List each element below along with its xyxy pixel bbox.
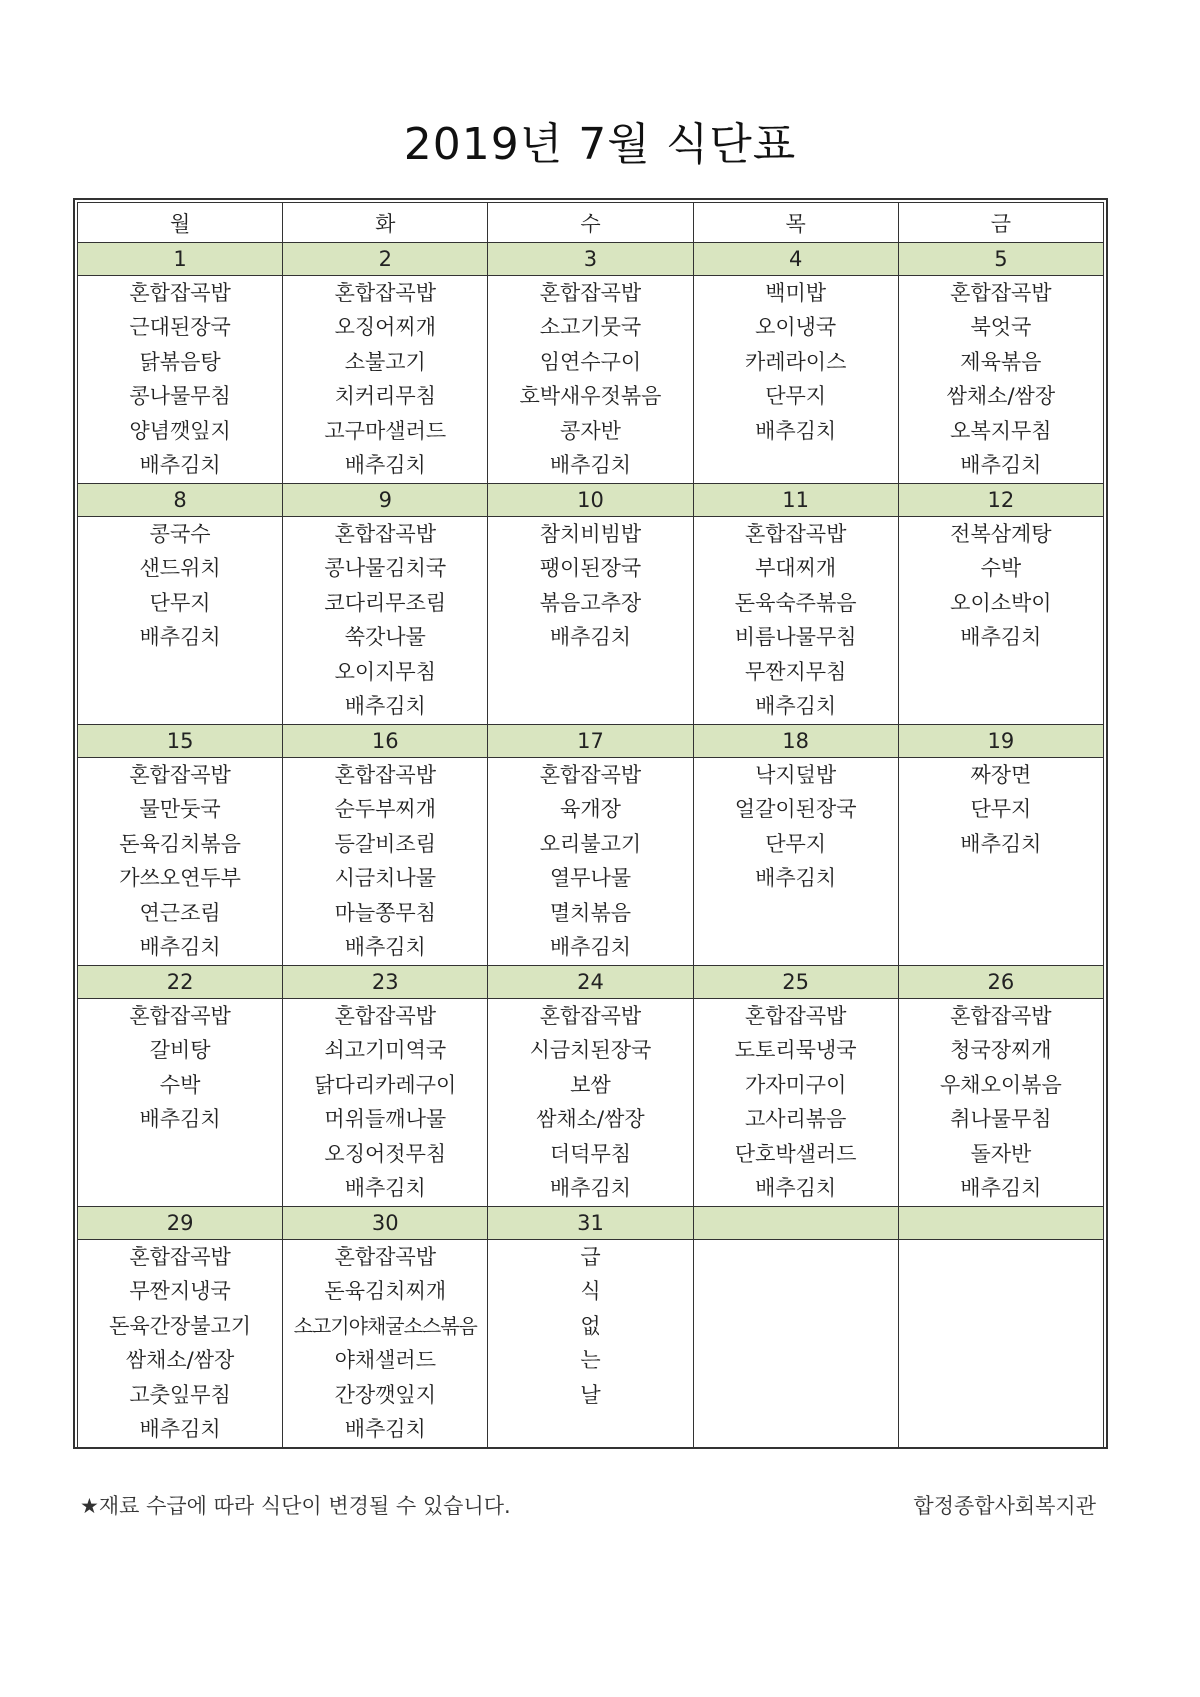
menu-item: 취나물무침 [950, 1107, 1052, 1132]
menu-item: 팽이된장국 [539, 556, 642, 581]
menu-item: 쌈채소/쌈장 [536, 1107, 645, 1132]
menu-item: 혼합잡곡밥 [129, 763, 231, 787]
menu-item: 더덕무침 [549, 1141, 632, 1166]
menu-item: 고구마샐러드 [324, 418, 447, 443]
date-cell-tuesday: 23 [283, 966, 488, 999]
menu-cell-thursday [693, 758, 898, 966]
menu-cell-wednesday [488, 276, 693, 484]
menu-table [77, 202, 1104, 1448]
menu-item: 날 [580, 1382, 601, 1407]
menu-item: 혼합잡곡밥 [334, 763, 436, 787]
menu-row [78, 1240, 1104, 1448]
menu-item: 부대찌개 [755, 556, 837, 581]
menu-item: 쇠고기미역국 [324, 1038, 447, 1063]
menu-item: 단무지 [970, 797, 1032, 822]
menu-item: 머위들깨나물 [324, 1107, 447, 1132]
menu-cell-tuesday [283, 276, 488, 484]
menu-item: 혼합잡곡밥 [744, 1004, 847, 1028]
menu-cell-tuesday [283, 517, 488, 725]
date-cell-friday [898, 1207, 1103, 1240]
date-row [78, 725, 1104, 758]
menu-item: 콩자반 [560, 418, 621, 443]
menu-table-frame [73, 198, 1108, 1449]
menu-item: 수박 [980, 556, 1022, 581]
menu-item: 단무지 [149, 590, 211, 615]
menu-item: 배추김치 [549, 1175, 632, 1200]
menu-item: 고춧잎무침 [129, 1382, 231, 1407]
menu-cell-wednesday [488, 758, 693, 966]
menu-item: 짜장면 [970, 763, 1032, 787]
menu-item: 배추김치 [139, 452, 221, 477]
menu-item: 제육볶음 [960, 349, 1042, 374]
menu-item: 배추김치 [549, 625, 632, 650]
menu-item: 낙지덮밥 [755, 763, 837, 787]
menu-item: 마늘쫑무침 [334, 900, 436, 925]
menu-item: 야채샐러드 [334, 1348, 436, 1373]
menu-item: 샌드위치 [139, 556, 221, 581]
menu-item: 혼합잡곡밥 [334, 281, 436, 305]
menu-item: 가자미구이 [744, 1072, 847, 1097]
menu-item: 배추김치 [344, 452, 426, 477]
menu-item: 급 [580, 1245, 601, 1269]
menu-cell-monday [78, 758, 283, 966]
date-cell-thursday: 4 [693, 243, 898, 276]
menu-item: 근대된장국 [129, 315, 231, 340]
menu-cell-monday [78, 999, 283, 1207]
menu-item: 돈육숙주볶음 [734, 590, 857, 615]
menu-item: 혼합잡곡밥 [129, 1004, 231, 1028]
menu-item: 배추김치 [344, 1416, 426, 1441]
menu-item: 배추김치 [755, 1175, 837, 1200]
menu-cell-friday [898, 758, 1103, 966]
menu-item: 오징어젓무침 [324, 1141, 447, 1166]
menu-item: 쌈채소/쌈장 [125, 1348, 235, 1373]
menu-item: 북엇국 [970, 315, 1032, 340]
weekday-thursday: 목 [693, 203, 898, 243]
weekday-wednesday: 수 [488, 203, 693, 243]
menu-item: 오이소박이 [950, 590, 1052, 615]
menu-item: 육개장 [560, 797, 621, 822]
date-cell-monday: 29 [78, 1207, 283, 1240]
menu-cell-monday [78, 276, 283, 484]
menu-item: 배추김치 [960, 452, 1042, 477]
menu-item: 오리불고기 [539, 831, 642, 856]
menu-cell-thursday [693, 517, 898, 725]
menu-item: 쑥갓나물 [344, 625, 426, 650]
date-cell-wednesday: 31 [488, 1207, 693, 1240]
menu-cell-tuesday [283, 999, 488, 1207]
menu-item: 열무나물 [549, 866, 632, 891]
menu-item: 돈육간장불고기 [109, 1313, 252, 1338]
menu-cell-friday [898, 1240, 1103, 1448]
date-cell-wednesday: 3 [488, 243, 693, 276]
menu-item: 콩나물김치국 [324, 556, 447, 581]
menu-cell-wednesday [488, 517, 693, 725]
menu-item: 콩나물무침 [129, 384, 231, 409]
menu-item: 소고기야채굴소스볶음 [293, 1313, 477, 1338]
menu-item: 물만둣국 [139, 797, 221, 822]
menu-item: 가쓰오연두부 [119, 866, 241, 891]
date-cell-monday: 22 [78, 966, 283, 999]
menu-item: 혼합잡곡밥 [950, 1004, 1052, 1028]
menu-item: 참치비빔밥 [539, 522, 642, 546]
date-row [78, 966, 1104, 999]
menu-item: 무짠지냉국 [129, 1279, 231, 1304]
date-cell-wednesday: 24 [488, 966, 693, 999]
date-cell-monday: 15 [78, 725, 283, 758]
menu-item: 카레라이스 [744, 349, 847, 374]
menu-cell-tuesday [283, 758, 488, 966]
menu-cell-thursday [693, 276, 898, 484]
date-cell-tuesday: 2 [283, 243, 488, 276]
menu-cell-wednesday [488, 1240, 693, 1448]
menu-item: 배추김치 [344, 934, 426, 959]
date-cell-thursday: 18 [693, 725, 898, 758]
weekday-friday: 금 [898, 203, 1103, 243]
menu-cell-monday [78, 517, 283, 725]
menu-row [78, 517, 1104, 725]
menu-item: 무짠지무침 [744, 659, 847, 684]
menu-item: 배추김치 [139, 934, 221, 959]
menu-item: 오이지무침 [334, 659, 436, 684]
menu-item: 배추김치 [960, 831, 1042, 856]
menu-item: 혼합잡곡밥 [334, 1245, 436, 1269]
menu-item: 배추김치 [344, 1175, 426, 1200]
menu-item: 배추김치 [344, 693, 426, 718]
menu-item: 혼합잡곡밥 [129, 281, 231, 305]
menu-item: 간장깻잎지 [334, 1382, 436, 1407]
date-cell-wednesday: 17 [488, 725, 693, 758]
menu-item: 우채오이볶음 [940, 1072, 1062, 1097]
date-row [78, 484, 1104, 517]
menu-item: 닭다리카레구이 [314, 1072, 457, 1097]
menu-item: 닭볶음탕 [139, 349, 221, 374]
date-cell-thursday: 11 [693, 484, 898, 517]
menu-item: 돈육김치볶음 [119, 831, 241, 856]
menu-item: 소불고기 [344, 349, 426, 374]
date-cell-monday: 8 [78, 484, 283, 517]
menu-cell-friday [898, 999, 1103, 1207]
menu-item: 는 [580, 1348, 601, 1373]
menu-item: 오징어찌개 [334, 315, 436, 340]
menu-item: 비름나물무침 [734, 625, 857, 650]
date-cell-friday: 26 [898, 966, 1103, 999]
menu-cell-tuesday [283, 1240, 488, 1448]
menu-item: 코다리무조림 [324, 590, 447, 615]
menu-item: 보쌈 [570, 1072, 611, 1097]
menu-cell-friday [898, 276, 1103, 484]
menu-item: 오복지무침 [950, 418, 1052, 443]
menu-item: 고사리볶음 [744, 1107, 847, 1132]
menu-item: 없 [580, 1313, 601, 1338]
menu-item: 치커리무침 [334, 384, 436, 409]
menu-item: 혼합잡곡밥 [539, 763, 642, 787]
menu-item: 배추김치 [549, 934, 632, 959]
menu-item: 임연수구이 [539, 349, 642, 374]
menu-cell-friday [898, 517, 1103, 725]
date-cell-thursday [693, 1207, 898, 1240]
menu-item: 혼합잡곡밥 [539, 1004, 642, 1028]
menu-row [78, 999, 1104, 1207]
menu-item: 전복삼계탕 [950, 522, 1052, 546]
menu-cell-wednesday [488, 999, 693, 1207]
menu-item: 단무지 [765, 831, 827, 856]
menu-item: 백미밥 [765, 281, 827, 305]
menu-item: 순두부찌개 [334, 797, 436, 822]
menu-item: 호박새우젓볶음 [519, 384, 662, 409]
menu-row [78, 276, 1104, 484]
footer-organization: 합정종합사회복지관 [913, 1494, 1096, 1518]
menu-item: 얼갈이된장국 [734, 797, 857, 822]
menu-item: 수박 [159, 1072, 201, 1097]
menu-item: 돈육김치찌개 [324, 1279, 447, 1304]
date-cell-wednesday: 10 [488, 484, 693, 517]
menu-item: 연근조림 [139, 900, 221, 925]
menu-item: 단호박샐러드 [734, 1141, 857, 1166]
menu-item: 도토리묵냉국 [734, 1038, 857, 1063]
date-cell-tuesday: 9 [283, 484, 488, 517]
menu-item: 배추김치 [755, 693, 837, 718]
menu-item: 배추김치 [960, 625, 1042, 650]
menu-item: 배추김치 [755, 418, 837, 443]
menu-item: 배추김치 [139, 1107, 221, 1132]
date-cell-tuesday: 16 [283, 725, 488, 758]
menu-item: 배추김치 [549, 452, 632, 477]
menu-item: 콩국수 [149, 522, 211, 546]
page-title: 2019년 7월 식단표 [403, 119, 797, 170]
menu-item: 혼합잡곡밥 [950, 281, 1052, 305]
menu-item: 청국장찌개 [950, 1038, 1052, 1063]
date-cell-thursday: 25 [693, 966, 898, 999]
menu-cell-monday [78, 1240, 283, 1448]
menu-row [78, 758, 1104, 966]
menu-item: 혼합잡곡밥 [539, 281, 642, 305]
menu-item: 배추김치 [139, 1416, 221, 1441]
date-cell-monday: 1 [78, 243, 283, 276]
date-row [78, 1207, 1104, 1240]
date-row [78, 243, 1104, 276]
menu-item: 혼합잡곡밥 [334, 1004, 436, 1028]
menu-item: 단무지 [765, 384, 827, 409]
menu-item: 멸치볶음 [549, 900, 632, 925]
weekday-monday: 월 [78, 203, 283, 243]
weekday-tuesday: 화 [283, 203, 488, 243]
footer-note: ★재료 수급에 따라 식단이 변경될 수 있습니다. [80, 1494, 511, 1518]
menu-item: 배추김치 [139, 625, 221, 650]
date-cell-friday: 19 [898, 725, 1103, 758]
menu-item: 볶음고추장 [539, 590, 642, 615]
menu-item: 혼합잡곡밥 [129, 1245, 231, 1269]
menu-item: 돌자반 [970, 1141, 1032, 1166]
menu-item: 시금치나물 [334, 866, 436, 891]
weekday-header-row [78, 203, 1104, 243]
date-cell-tuesday: 30 [283, 1207, 488, 1240]
date-cell-friday: 5 [898, 243, 1103, 276]
menu-item: 시금치된장국 [529, 1038, 652, 1063]
menu-item: 오이냉국 [755, 315, 837, 340]
menu-item: 갈비탕 [149, 1038, 211, 1063]
menu-item: 식 [580, 1279, 601, 1304]
menu-item: 배추김치 [960, 1175, 1042, 1200]
menu-item: 소고기뭇국 [539, 315, 642, 340]
menu-item: 쌈채소/쌈장 [946, 384, 1056, 409]
menu-item: 배추김치 [755, 866, 837, 891]
menu-item: 혼합잡곡밥 [744, 522, 847, 546]
menu-item: 양념깻잎지 [129, 418, 231, 443]
menu-cell-thursday [693, 1240, 898, 1448]
menu-cell-thursday [693, 999, 898, 1207]
menu-item: 혼합잡곡밥 [334, 522, 436, 546]
date-cell-friday: 12 [898, 484, 1103, 517]
menu-item: 등갈비조림 [334, 831, 436, 856]
